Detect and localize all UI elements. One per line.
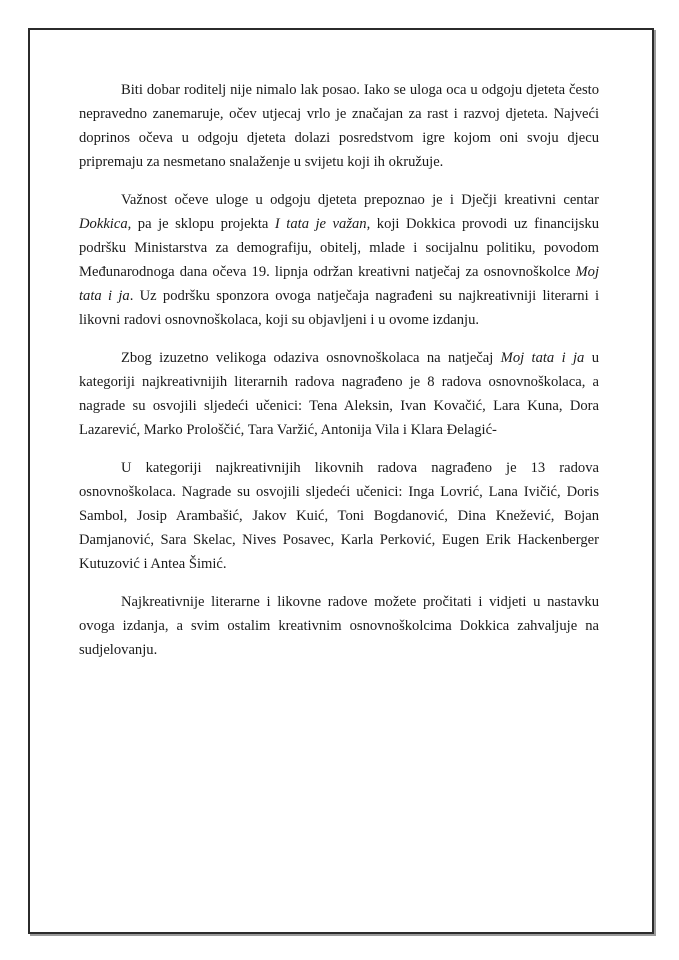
document-body (79, 78, 599, 662)
paragraph-art-winners: U kategoriji najkreativnijih likovnih radova nagrađeno je 13 radova osnovnoškolaca. Nagrade su osvojili sljedeći učenici: Inga Lovrić, Lana Ivičić, Doris Sambol, Josip Arambašić, Jakov Kuić, Toni Bogdanović, Dina Knežević, Bojan Damjanović, Sara Skelac, Nives Posavec, Karla Perković, Eugen Erik Hackenberger Kutuzović i Antea Šimić. (79, 460, 599, 572)
paragraph-literary-winners: Zbog izuzetno velikoga odaziva osnovnoškolaca na natječaj Moj tata i ja u kategoriji najkreativnijih literarnih radova nagrađeno je 8 radova osnovnoškolaca, a nagrade su osvojili sljedeći učenici: Tena Aleksin, Ivan Kovačić, Lara Kuna, Dora Lazarević, Marko Prološčić, Tara Varžić, Antonija Vila i Klara Đelagić- (79, 350, 599, 438)
contest-name: Moj tata i ja (79, 264, 599, 304)
center-name: Dokkica (79, 216, 128, 232)
paragraph-intro: Biti dobar roditelj nije nimalo lak posao. Iako se uloga oca u odgoju djeteta često nepravedno zanemaruje, očev utjecaj vrlo je značajan za rast i razvoj djeteta. Najveći doprinos očeva u odgoju djeteta dolazi posredstvom igre kojom oni svoju djecu pripremaju za nesmetano snalaženje u svijetu koji ih okružuje. (79, 82, 599, 170)
paragraph-closing: Najkreativnije literarne i likovne radove možete pročitati i vidjeti u nastavku ovoga izdanja, a svim ostalim kreativnim osnovnoškolcima Dokkica zahvaljuje na sudjelovanju. (79, 594, 599, 658)
paragraph-project: Važnost očeve uloge u odgoju djeteta prepoznao je i Dječji kreativni centar Dokkica, pa je sklopu projekta I tata je važan, koji Dokkica provodi uz financijsku podršku Ministarstva za demografiju, obitelj, mlade i socijalnu politiku, povodom Međunarodnoga dana očeva 19. lipnja održan kreativni natječaj za osnovnoškolce Moj tata i ja. Uz podršku sponzora ovoga natječaja nagrađeni su najkreativniji literarni i likovni radovi osnovnoškolaca, koji su objavljeni i u ovome izdanju. (79, 192, 599, 328)
project-name: I tata je važan (274, 216, 367, 232)
contest-name: Moj tata i ja (500, 350, 585, 366)
